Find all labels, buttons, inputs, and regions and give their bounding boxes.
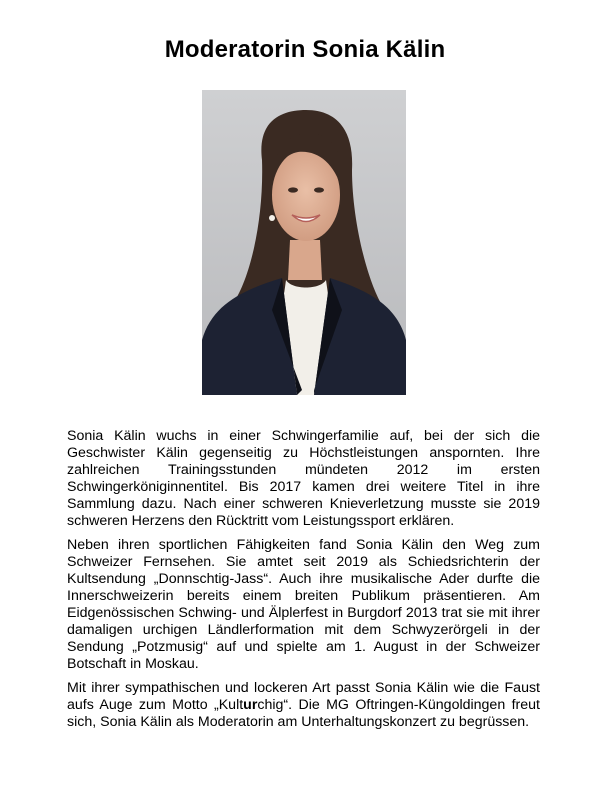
portrait-photo-icon (202, 90, 406, 395)
article-body (67, 428, 540, 738)
paragraph-3-text-after: “. Die MG Oftringen-Küngoldingen freut sich, Sonia Kälin als Moderatorin am Unterhaltungskonzert zu begrüssen. (67, 697, 540, 730)
paragraph-3-text-before: Mit ihrer sympathischen und lockeren Art passt Sonia Kälin wie die Faust aufs Auge zum Motto „ (67, 680, 540, 713)
paragraph-3 (67, 680, 540, 731)
paragraph-2: Neben ihren sportlichen Fähigkeiten fand Sonia Kälin den Weg zum Schweizer Fernsehen. Sie amtet seit 2019 als Schiedsrichterin der Kultsendung „Donnschtig-Jass“. Auch ihre musikalische Ader durfte die Innerschweizerin bereits einem breiten Publikum präsentieren. Am Eidgenössischen Schwing- und Älplerfest in Burgdorf 2013 trat sie mit ihrer damaligen urchigen Ländlerformation mit dem Schwyzerörgeli in der Sendung „Potzmusig“ auf und spielte am 1. August in der Schweizer Botschaft in Moskau. (67, 537, 540, 672)
paragraph-1: Sonia Kälin wuchs in einer Schwingerfamilie auf, bei der sich die Geschwister Kälin gegenseitig zu Höchstleistungen anspornten. Ihre zahlreichen Trainingsstunden mündeten 2012 im ersten Schwingerköniginnentitel. Bis 2017 kamen drei weitere Titel in ihre Sammlung dazu. Nach einer schweren Knieverletzung musste sie 2019 schweren Herzens den Rücktritt vom Leistungssport erklären. (67, 428, 540, 529)
portrait-photo (202, 90, 406, 395)
motto-emphasis: ur (243, 697, 258, 713)
page-title: Moderatorin Sonia Kälin (164, 36, 446, 63)
motto-part-3: chig (257, 697, 284, 713)
motto-part-1: Kult (218, 697, 244, 713)
